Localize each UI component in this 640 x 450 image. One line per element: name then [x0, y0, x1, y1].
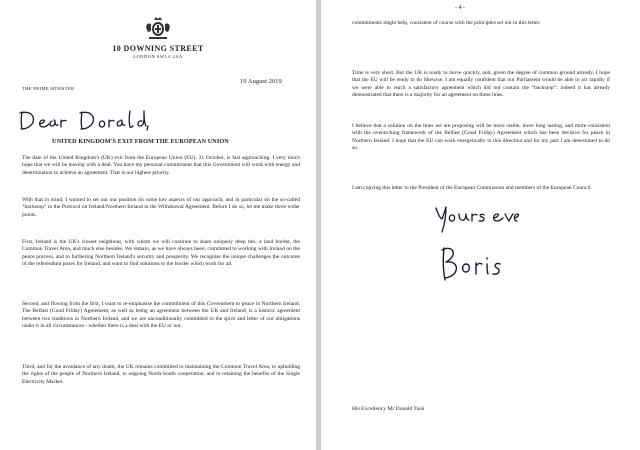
letter-date: 19 August 2019 [240, 78, 282, 85]
letterhead-city-postcode: LONDON SW1A 2AA [133, 54, 183, 59]
royal-crest-icon [140, 14, 176, 42]
page4-paragraph-3: I believe that a solution on the lines we are proposing will be more stable, more long lasting, and more consistent with the overarching framework of the Belfast (Good Friday) Agreement which has been decisive for peace in Northern Ireland. I hope that the EU can work energetically in this direction and for my part I am determined to do so. [352, 123, 610, 152]
page-number: - 4 - [455, 5, 465, 11]
sender-title: THE PRIME MINISTER [22, 86, 75, 91]
handwritten-signoff [432, 202, 522, 236]
handwritten-salutation [16, 108, 156, 132]
page1-paragraph-4: Second, and flowing from the first, I want to re-emphasise the commitment of this Government to peace in Northern Ireland. The Belfast (Good Friday) Agreement, as well as being an agreement between the UK and Ireland, is a historic agreement between two traditions in Northern Ireland, and we are unconditionally committed to the spirit and letter of our obligations under it in all circumstances - whether there is a deal with the EU or not. [22, 301, 300, 330]
page1-paragraph-1: The date of the United Kingdom's (UK) exit from the European Union (EU), 31 October, is fast approaching. I very much hope that we will be leaving with a deal. You have my personal commitment that this Government will work with energy and determination to achieve an agreement. That is our highest priority. [22, 155, 300, 176]
page4-paragraph-4: I am copying this letter to the President of the European Commission and members of the European Council. [352, 185, 592, 191]
recipient-line: His Excellency Mr Donald Tusk [352, 406, 425, 412]
letter-heading: UNITED KINGDOM'S EXIT FROM THE EUROPEAN UNION [52, 138, 229, 145]
page1-paragraph-3: First, Ireland is the UK's closest neighbour, with whom we will continue to share uniquely deep ties, a land border, the Common Travel Area, and much else besides. We remain, as we have always been, committed to working with Ireland on the peace process, and to furthering Northern Ireland's security and prosperity. We recognise the unique challenges the outcome of the referendum poses for Ireland, and want to find solutions to the border which work for all. [22, 239, 300, 268]
page1-paragraph-2: With that in mind, I wanted to set out our position on some key aspects of our approach, and in particular on the so-called “backstop” in the Protocol on Ireland/Northern Ireland in the Withdrawal Agreement. Before I do so, let me make three wider points. [22, 197, 300, 218]
handwritten-signature [438, 242, 508, 284]
letterhead-address: 10 DOWNING STREET [112, 44, 204, 53]
page4-paragraph-1: commitments might help, consistent of course with the principles set out in this letter. [352, 20, 541, 26]
page1-paragraph-5: Third, and for the avoidance of any doubt, the UK remains committed to maintaining the Common Travel Area, to upholding the rights of the people of Northern Ireland, to ongoing North-South cooperation, and to retaining the benefits of the Single Electricity Market. [22, 364, 300, 385]
page4-paragraph-2: Time is very short. But the UK is ready to move quickly, and, given the degree of common ground already, I hope that the EU will be ready to do likewise. I am equally confident that our Parliament would be able to act rapidly if we were able to reach a satisfactory agreement which did not contain the “backstop”: indeed it has already demonstrated that there is a majority for an agreement on these lines. [352, 70, 610, 99]
